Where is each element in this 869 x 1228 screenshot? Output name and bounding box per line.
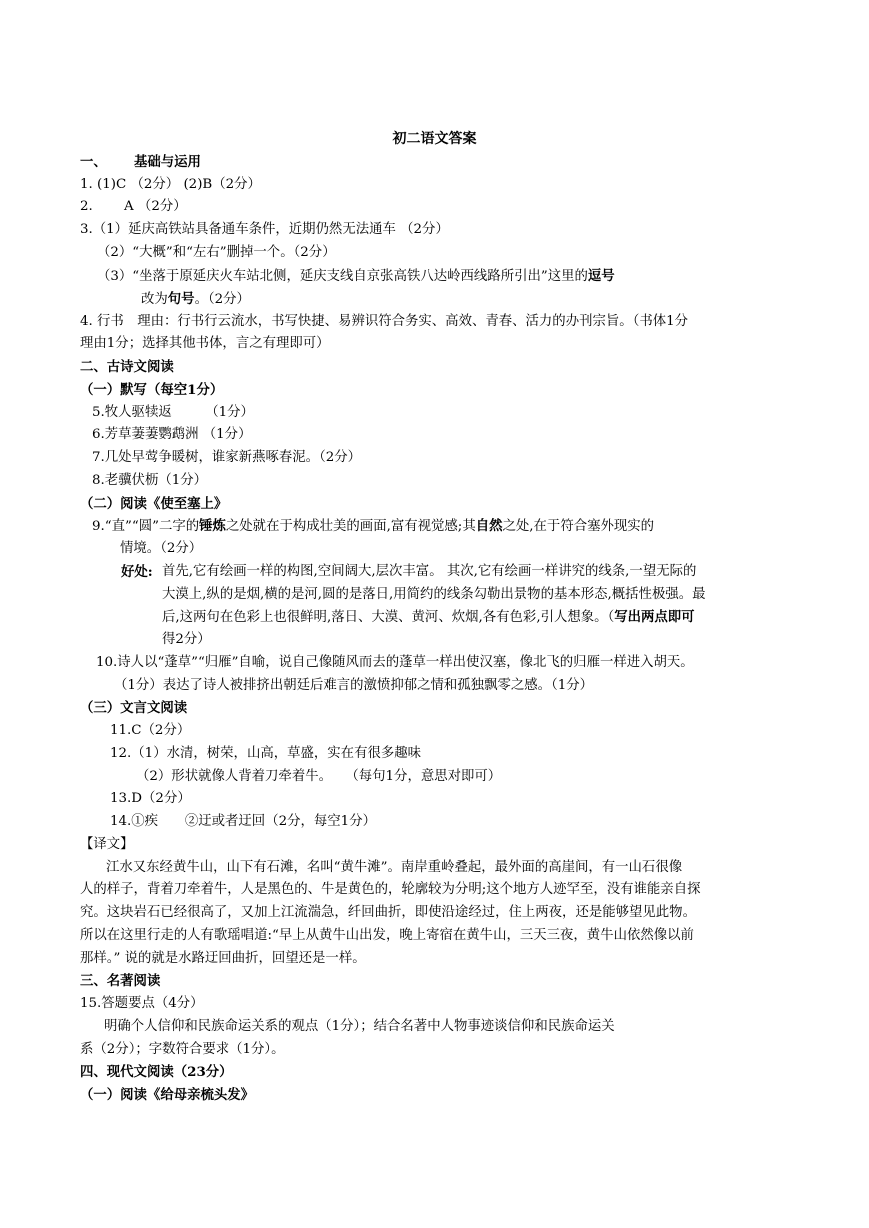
answer-q9-good-line1: 首先,它有绘画一样的构图,空间阔大,层次丰富。 其次,它有绘画一样讲究的线条,一望无际的 [162,564,697,579]
answer-q14: 14.①疾 ②迂或者迂回（2分，每空1分） [110,814,376,829]
answer-q3-part3: （3）“坐落于原延庆火车站北侧，延庆支线自京张高铁八达岭西线路所引出”这里的逗号 [97,268,615,284]
answer-q1: 1. (1)C （2分） (2)B（2分） [80,177,261,192]
answer-q11: 11.C（2分） [110,723,191,738]
answer-q13: 13.D（2分） [110,791,191,806]
answer-q9-line2: 情境。（2分） [120,541,203,556]
answer-q9-good-line3: 后,这两句在色彩上也很鲜明,落日、大漠、黄河、炊烟,各有色彩,引人想象。（写出两点即可 [162,609,695,625]
answer-q15: 15.答题要点（4分） [80,996,204,1011]
translation-line2: 人的样子，背着刀牵着牛，人是黑色的、牛是黄色的，轮廓较为分明;这个地方人迹罕至，没有谁能亲自探 [80,882,701,897]
answer-q3-part3-cont: 改为句号。（2分） [141,291,250,307]
translation-heading: 【译文】 [80,837,134,852]
answer-q15-line1: 明确个人信仰和民族命运关系的观点（1分）；结合名著中人物事迹谈信仰和民族命运关 [104,1019,615,1034]
answer-q12-line1: 12.（1）水清，树荣，山高，草盛，实在有很多趣味 [110,746,422,761]
answer-q2-number: 2. [80,199,93,214]
answer-q9-good-label: 好处: [121,564,153,580]
section-3-heading: 三、名著阅读 [80,973,161,989]
answer-q3-part2: （2）“大概”和“左右”删掉一个。（2分） [97,245,336,260]
answer-q9-good-line4: 得2分） [162,632,211,647]
answer-q2: A （2分） [124,199,187,214]
translation-line3: 究。这块岩石已经很高了，又加上江流湍急，纤回曲折，即使沿途经过，住上两夜，还是能够望见此物。 [80,905,696,920]
answer-q10-line1: 10.诗人以“蓬草”“归雁”自喻，说自己像随风而去的蓬草一样出使汉塞，像北飞的归雁一样进入胡天。 [96,655,694,670]
translation-line4: 所以在这里行走的人有歌瑶唱道:“早上从黄牛山出发，晚上寄宿在黄牛山，三天三夜，黄牛山依然像以前 [80,928,694,943]
answer-q4-line1: 4. 行书 理由：行书行云流水，书写快捷、易辨识符合务实、高效、青春、活力的办刊宗旨。（书体1分 [80,314,689,329]
answer-q10-line2: （1分）表达了诗人被排挤出朝廷后难言的激愤抑郁之情和孤独飘零之感。（1分） [114,678,594,693]
subsection-modern-heading: （一）阅读《给母亲梳头发》 [80,1087,255,1103]
translation-line5: 那样。” 说的就是水路迂回曲折，回望还是一样。 [80,951,366,966]
subsection-recitation-heading: （一）默写（每空1分） [80,382,224,398]
section-1-number: 一、 [80,154,107,170]
answer-q7: 7.几处早莺争暖树，谁家新燕啄春泥。（2分） [92,450,362,465]
answer-q12-line2: （2）形状就像人背着刀牵着牛。 （每句1分，意思对即可） [136,769,502,784]
section-4-heading: 四、现代文阅读（23分） [80,1064,233,1080]
translation-line1: 江水又东经黄牛山，山下有石滩，名叫“黄牛滩”。南岸重岭叠起，最外面的高崖间，有一山石很像 [106,860,683,875]
answer-q8: 8.老骥伏枥（1分） [92,473,208,488]
answer-q3-part1: 3.（1）延庆高铁站具备通车条件，近期仍然无法通车 （2分） [80,222,449,237]
emphasis-comma: 逗号 [587,268,615,284]
answer-q9-line1: 9.“直”“圆”二字的锤炼之处就在于构成壮美的画面,富有视觉感;其自然之处,在于符合塞外现实的 [92,518,655,534]
answer-q4-line2: 理由1分；选择其他书体，言之有理即可） [80,336,330,351]
answer-q5: 5.牧人驱犊返 （1分） [92,405,254,420]
answer-q9-good-line2: 大漠上,纵的是烟,横的是河,圆的是落日,用简约的线条勾勒出景物的基本形态,概括性极强。最 [162,587,706,602]
subsection-classical-heading: （三）文言文阅读 [80,700,188,716]
emphasis-period: 句号 [167,291,195,307]
answer-q15-line2: 系（2分）；字数符合要求（1分）。 [80,1042,285,1057]
section-1-heading: 基础与运用 [134,154,201,170]
answer-q6: 6.芳草萋萋鹦鹉洲 （1分） [92,427,252,442]
page-title: 初二语文答案 [392,131,477,147]
section-2-heading: 二、古诗文阅读 [80,359,174,375]
subsection-poem-heading: （二）阅读《使至塞上》 [80,496,228,512]
